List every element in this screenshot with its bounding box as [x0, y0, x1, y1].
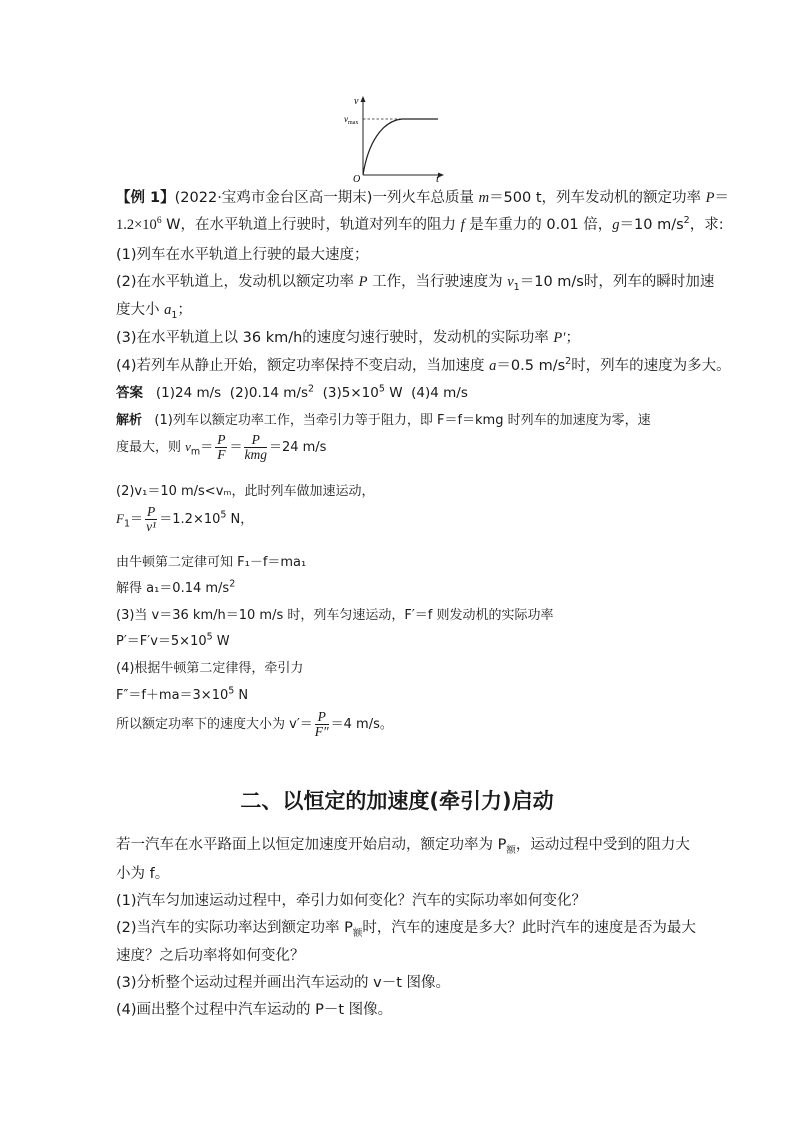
section2-para-1: 若一汽车在水平路面上以恒定加速度开始启动，额定功率为 $P_额$，运动过程中受到的阻力大	[116, 837, 690, 856]
v-axis-label: v	[354, 96, 359, 107]
solution-label: 解析	[116, 413, 143, 428]
v-axis-arrow	[361, 96, 366, 102]
solution-line-10: $F''=f+ma=3\times 10^5$ N	[116, 685, 249, 703]
example-line-2: $1.2\times 10^6$ W，在水平轨道上行驶时，轨道对列车的阻力 f 是车重力的 0.01 倍，g＝10 $m/s^2$，求:	[116, 215, 724, 233]
example-tag: 【例 1】	[116, 190, 175, 206]
example-q1: (1)列车在水平轨道上行驶的最大速度；	[116, 247, 369, 263]
answer-label: 答案	[116, 385, 143, 401]
solution-line-9: (4)根据牛顿第二定律得，牵引力	[116, 661, 304, 676]
solution-line-11: 所以额定功率下的速度大小为 v′＝ $\frac{P}{F''}$ ＝4 m/s。	[116, 709, 393, 739]
solution-line-6: 解得 a₁＝0.14 $m/s^2$	[116, 578, 236, 596]
section2-q2-cont: 速度？之后功率将如何变化？	[116, 948, 305, 964]
vmax-label: $v_{max}$	[344, 114, 359, 126]
t-axis-label: t	[436, 173, 440, 183]
section2-q2: (2)当汽车的实际功率达到额定功率 $P_额$时，汽车的速度是多大？此时汽车的速度是否为最大	[116, 920, 696, 939]
solution-line-3: (2)v₁＝10 m/s<vₘ，此时列车做加速运动，	[116, 484, 375, 499]
solution-line-7: (3)当 v＝36 km/h＝10 m/s 时，列车匀速运动，F′＝f 则发动机的实际功率	[116, 608, 554, 623]
solution-line-2: 度最大，则 $v_m=$ $\frac{P}{F}$ ＝ $\frac{P}{\text{kmg}}$ ＝24 m/s	[116, 432, 327, 462]
solution-line-4: $F_1=$ $\frac{P}{\text{v¹}}$ $=1.2\times 10^5$ N，	[116, 504, 254, 534]
solution-line-5: 由牛顿第二定律可知 F₁－f＝ma₁	[116, 555, 307, 570]
example-q3: (3)在水平轨道上以 36 km/h的速度匀速行驶时，发动机的实际功率 P′；	[116, 330, 580, 346]
section2-q3: (3)分析整个运动过程并画出汽车运动的 v－t 图像。	[116, 975, 451, 991]
example-q4: (4)若列车从静止开始，额定功率保持不变启动，当加速度 a＝0.5 $m/s^2$时，列车的速度为多大。	[116, 356, 731, 374]
section2-q4: (4)画出整个过程中汽车运动的 P－t 图像。	[116, 1002, 393, 1018]
section2-q1: (1)汽车匀加速运动过程中，牵引力如何变化？汽车的实际功率如何变化？	[116, 893, 587, 909]
solution-line-1: 解析 (1)列车以额定功率工作，当牵引力等于阻力，即 F＝f＝kmg 时列车的加速度为零，速	[116, 413, 651, 428]
example-q2-cont: 度大小 $a_1$；	[116, 302, 192, 321]
example-q2: (2)在水平轨道上，发动机以额定功率 P 工作，当行驶速度为 $v_1=10$ m/s时，列车的瞬时加速	[116, 274, 715, 293]
solution-line-8: $P'=F'v=5\times 10^5$ W	[116, 631, 230, 649]
origin-label: O	[353, 174, 361, 183]
answer-line: 答案 (1)24 m/s (2)0.14 $m/s^2$ $(3)5\times 10^5$ W (4)4 m/s	[116, 383, 468, 401]
example-line-1: 【例 1】(2022·宝鸡市金台区高一期末)一列火车总质量 m＝500 t，列车发动机的额定功率 P＝	[116, 190, 730, 206]
section2-para-2: 小为 f。	[116, 866, 170, 882]
v-t-graph	[340, 93, 450, 183]
section-heading: 二、以恒定的加速度(牵引力)启动	[240, 789, 554, 813]
velocity-curve	[363, 119, 438, 175]
